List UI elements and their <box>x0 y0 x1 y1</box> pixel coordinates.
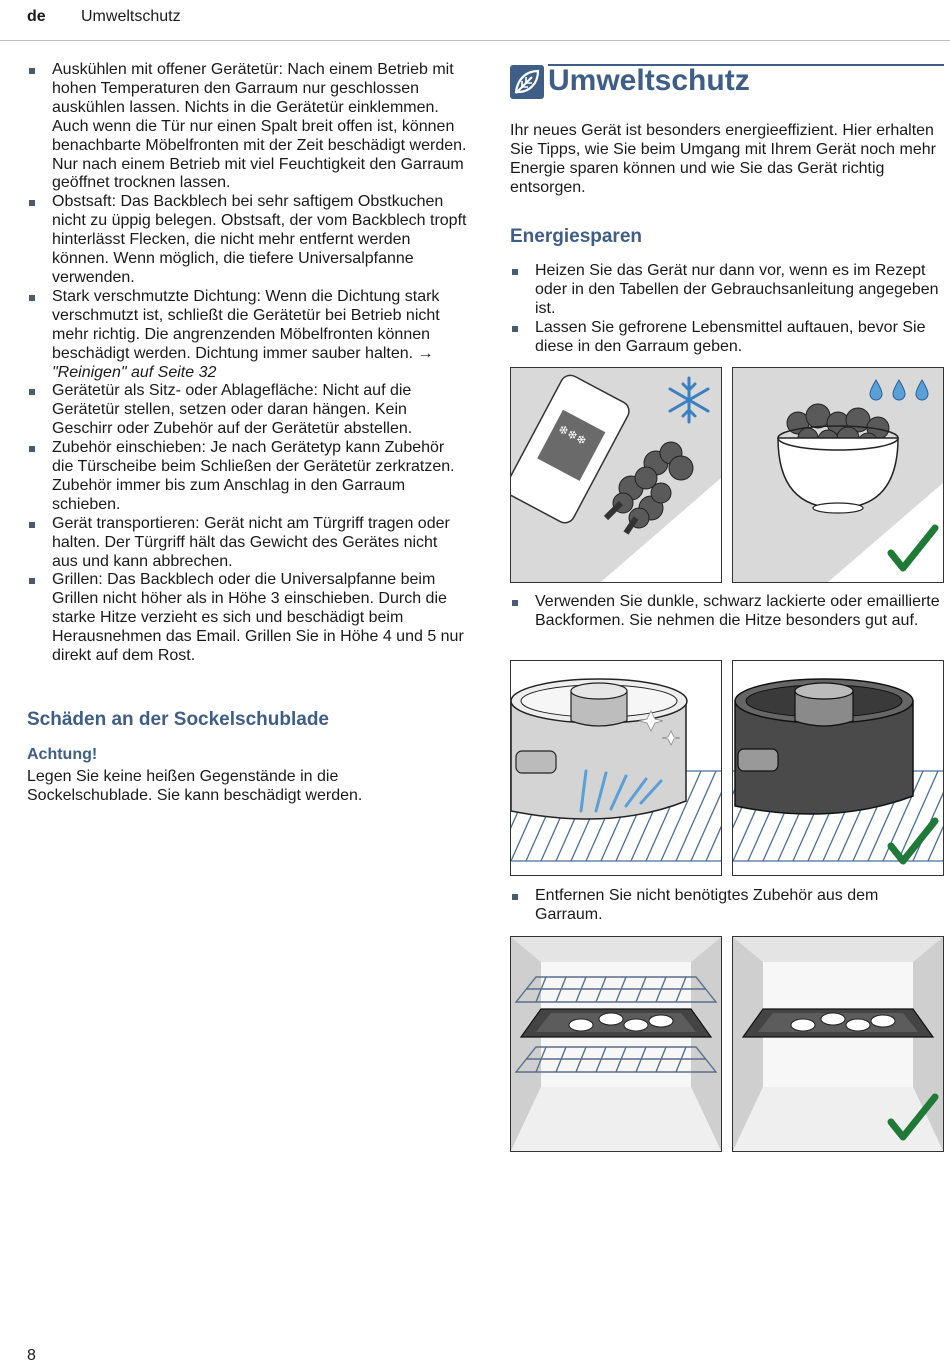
xref-arrow-icon: → <box>417 344 434 362</box>
list-item: Gerätetür als Sitz- oder Ablagefläche: Nicht auf die Gerätetür stellen, setzen oder daran hängen. Kein Geschirr oder Zubehör auf der Gerätetür abstellen. <box>27 382 467 439</box>
list-item: Zubehör einschieben: Je nach Gerätetyp kann Zubehör die Türscheibe beim Schließen der Gerätetür zerkratzen. Zubehör immer bis zum Anschlag in den Garraum schieben. <box>27 439 467 515</box>
left-column <box>27 61 467 666</box>
attention-label: Achtung! <box>27 746 98 763</box>
list-item: Heizen Sie das Gerät nur dann vor, wenn es im Rezept oder in den Tabellen der Gebrauchsanleitung angegeben ist. <box>510 262 946 319</box>
list-item: Stark verschmutzte Dichtung: Wenn die Dichtung stark verschmutzt ist, schließt die Gerätetür bei Betrieb nicht mehr richtig. Die angrenzenden Möbelfronten können beschädigt werden. Dichtung immer sauber halten. → "Reinigen" auf Seite 32 <box>27 288 467 383</box>
list-item: Gerät transportieren: Gerät nicht am Türgriff tragen oder halten. Der Türgriff hält das Gewicht des Gerätes nicht aus und kann abbrechen. <box>27 515 467 572</box>
header-section-title: Umweltschutz <box>81 8 181 25</box>
oven-single-tray-illustration <box>732 936 944 1152</box>
list-item: Entfernen Sie nicht benötigtes Zubehör aus dem Garraum. <box>510 887 946 925</box>
section-title-energiesparen: Energiesparen <box>510 226 642 247</box>
list-item: Lassen Sie gefrorene Lebensmittel auftauen, bevor Sie diese in den Garraum geben. <box>510 319 946 357</box>
list-item: Obstsaft: Das Backblech bei sehr saftigem Obstkuchen nicht zu üppig belegen. Obstsaft, der vom Backblech tropft hinterlässt Flecken, die nicht mehr entfernt werden können. Wenn möglich, die tiefere Universalpfanne verwenden. <box>27 193 467 288</box>
leaf-icon <box>510 65 544 99</box>
page-title-text: Umweltschutz <box>548 64 750 97</box>
frozen-food-illustration <box>510 367 722 583</box>
baking-tin-tip-list <box>510 593 946 631</box>
dark-tin-illustration <box>732 660 944 876</box>
care-notes-list <box>27 61 467 666</box>
list-item: Grillen: Das Backblech oder die Universalpfanne beim Grillen nicht höher als in Höhe 3 einschieben. Durch die starke Hitze verzieht es sich und beschädigt beim Herausnehmen das Email. Grillen Sie in Höhe 4 und 5 nur direkt auf dem Rost. <box>27 571 467 666</box>
list-item: Verwenden Sie dunkle, schwarz lackierte oder emaillierte Backformen. Sie nehmen die Hitze besonders gut auf. <box>510 593 946 631</box>
checkmark-icon <box>891 528 935 568</box>
header-language: de <box>27 8 46 25</box>
thawed-food-bowl-illustration <box>732 367 944 583</box>
light-tin-illustration <box>510 660 722 876</box>
list-item: Auskühlen mit offener Gerätetür: Nach einem Betrieb mit hohen Temperaturen den Garraum nur geschlossen auskühlen lassen. Nichts in die Gerätetür einklemmen. Auch wenn die Tür nur einen Spalt breit offen ist, können benachbarte Möbelfronten mit der Zeit beschädigt werden. Nur nach einem Betrieb mit viel Feuchtigkeit den Garraum geöffnet trocknen lassen. <box>27 61 467 193</box>
section-title-sockelschublade: Schäden an der Sockelschublade <box>27 709 329 730</box>
header-divider <box>0 40 950 41</box>
oven-with-extra-racks-illustration <box>510 936 722 1152</box>
intro-paragraph: Ihr neues Gerät ist besonders energieeffizient. Hier erhalten Sie Tipps, wie Sie beim Umgang mit Ihrem Gerät noch mehr Energie sparen können und wie Sie das Gerät richtig entsorgen. <box>510 122 936 196</box>
page-number: 8 <box>27 1347 36 1364</box>
xref-link[interactable]: "Reinigen" auf Seite 32 <box>52 363 217 381</box>
page-title <box>510 62 944 102</box>
svg-text:❄❄❄: ❄❄❄ <box>555 421 589 449</box>
accessory-tip-list <box>510 887 946 925</box>
energy-tips-list <box>510 262 946 357</box>
attention-text: Legen Sie keine heißen Gegenstände in die Sockelschublade. Sie kann beschädigt werden. <box>27 768 363 804</box>
